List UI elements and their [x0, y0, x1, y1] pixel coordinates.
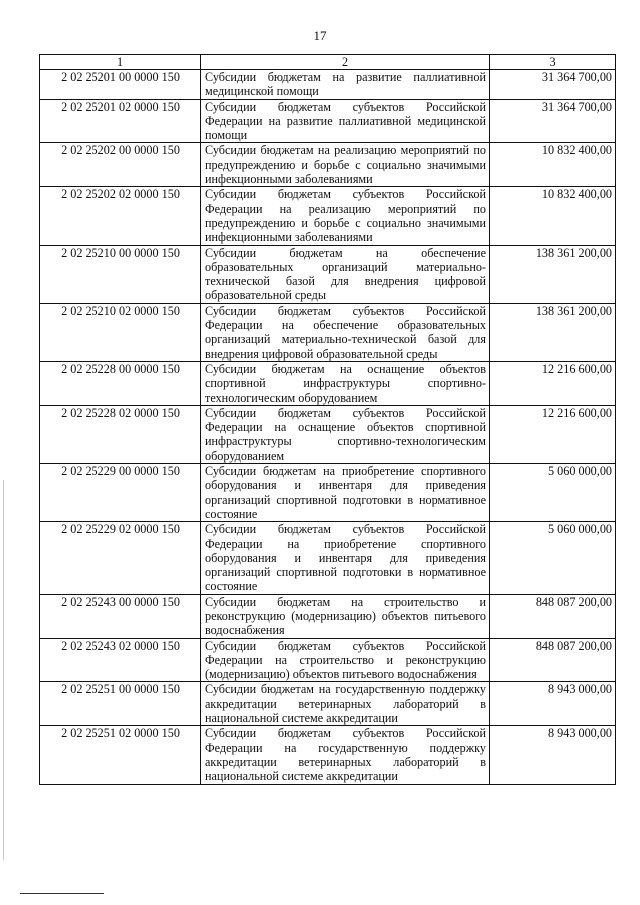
row-amount: 10 832 400,00: [490, 187, 616, 245]
row-description: Субсидии бюджетам субъектов Российской Федерации на обеспечение образовательных организаций материально-технической базой для внедрения цифровой образовательной среды: [201, 303, 490, 361]
row-code: 2 02 25229 02 0000 150: [40, 522, 201, 594]
row-amount: 8 943 000,00: [490, 682, 616, 726]
footer-divider: [20, 893, 104, 894]
row-amount: 12 216 600,00: [490, 361, 616, 405]
row-description: Субсидии бюджетам субъектов Российской Федерации на строительство и реконструкцию (модернизацию) объектов питьевого водоснабжения: [201, 638, 490, 682]
row-code: 2 02 25202 00 0000 150: [40, 143, 201, 187]
page-number: 17: [313, 28, 327, 43]
table-row: [40, 187, 616, 245]
row-description: Субсидии бюджетам на обеспечение образовательных организаций материально-технической базой для внедрения цифровой образовательной среды: [201, 245, 490, 303]
column-header-amount: 3: [490, 55, 616, 70]
row-code: 2 02 25201 00 0000 150: [40, 70, 201, 100]
column-header-code: 1: [40, 55, 201, 70]
row-description: Субсидии бюджетам на приобретение спортивного оборудования и инвентаря для приведения организаций спортивной подготовки в нормативное состояние: [201, 464, 490, 522]
row-description: Субсидии бюджетам на развитие паллиативной медицинской помощи: [201, 70, 490, 100]
scan-edge-divider: [3, 480, 4, 860]
row-amount: 31 364 700,00: [490, 99, 616, 143]
budget-table: [39, 54, 616, 785]
row-code: 2 02 25228 02 0000 150: [40, 405, 201, 463]
table-row: [40, 143, 616, 187]
row-description: Субсидии бюджетам субъектов Российской Федерации на развитие паллиативной медицинской помощи: [201, 99, 490, 143]
table-row: [40, 245, 616, 303]
row-amount: 5 060 000,00: [490, 464, 616, 522]
row-amount: 138 361 200,00: [490, 303, 616, 361]
row-description: Субсидии бюджетам на государственную поддержку аккредитации ветеринарных лабораторий в национальной системе аккредитации: [201, 682, 490, 726]
row-code: 2 02 25201 02 0000 150: [40, 99, 201, 143]
row-amount: 12 216 600,00: [490, 405, 616, 463]
table-row: [40, 726, 616, 784]
row-amount: 138 361 200,00: [490, 245, 616, 303]
row-code: 2 02 25243 00 0000 150: [40, 594, 201, 638]
row-description: Субсидии бюджетам на оснащение объектов спортивной инфраструктуры спортивно-технологическим оборудованием: [201, 361, 490, 405]
row-description: Субсидии бюджетам на строительство и реконструкцию (модернизацию) объектов питьевого водоснабжения: [201, 594, 490, 638]
row-amount: 8 943 000,00: [490, 726, 616, 784]
row-description: Субсидии бюджетам на реализацию мероприятий по предупреждению и борьбе с социально значимыми инфекционными заболеваниями: [201, 143, 490, 187]
table-row: [40, 70, 616, 100]
column-header-description: 2: [201, 55, 490, 70]
table-row: [40, 405, 616, 463]
table-row: [40, 99, 616, 143]
table-row: [40, 303, 616, 361]
table-row: [40, 464, 616, 522]
row-code: 2 02 25202 02 0000 150: [40, 187, 201, 245]
row-amount: 848 087 200,00: [490, 638, 616, 682]
row-amount: 848 087 200,00: [490, 594, 616, 638]
row-code: 2 02 25229 00 0000 150: [40, 464, 201, 522]
row-code: 2 02 25210 02 0000 150: [40, 303, 201, 361]
row-description: Субсидии бюджетам субъектов Российской Федерации на реализацию мероприятий по предупреждению и борьбе с социально значимыми инфекционными заболеваниями: [201, 187, 490, 245]
row-code: 2 02 25228 00 0000 150: [40, 361, 201, 405]
table-header-row: [40, 55, 616, 70]
row-amount: 5 060 000,00: [490, 522, 616, 594]
row-amount: 10 832 400,00: [490, 143, 616, 187]
table-row: [40, 522, 616, 594]
table-row: [40, 361, 616, 405]
table-row: [40, 638, 616, 682]
row-description: Субсидии бюджетам субъектов Российской Федерации на оснащение объектов спортивной инфраструктуры спортивно-технологическим оборудованием: [201, 405, 490, 463]
row-code: 2 02 25210 00 0000 150: [40, 245, 201, 303]
table-row: [40, 594, 616, 638]
table-row: [40, 682, 616, 726]
row-amount: 31 364 700,00: [490, 70, 616, 100]
row-description: Субсидии бюджетам субъектов Российской Федерации на государственную поддержку аккредитации ветеринарных лабораторий в национальной системе аккредитации: [201, 726, 490, 784]
row-code: 2 02 25243 02 0000 150: [40, 638, 201, 682]
row-code: 2 02 25251 02 0000 150: [40, 726, 201, 784]
row-description: Субсидии бюджетам субъектов Российской Федерации на приобретение спортивного оборудования и инвентаря для приведения организаций спортивной подготовки в нормативное состояние: [201, 522, 490, 594]
row-code: 2 02 25251 00 0000 150: [40, 682, 201, 726]
